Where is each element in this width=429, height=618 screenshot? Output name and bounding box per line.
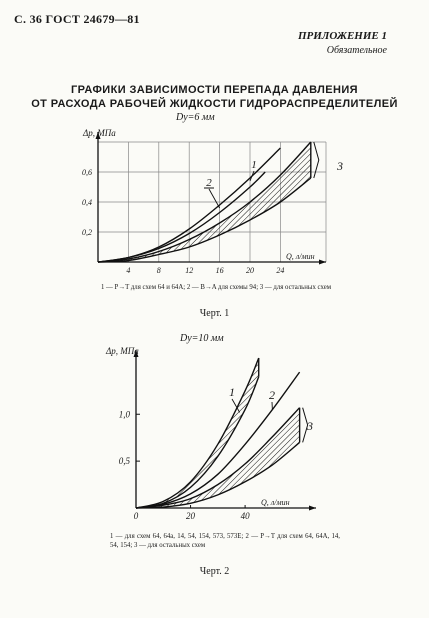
chart1-x-arrow <box>319 260 326 265</box>
chart1-y-tick-label: 0,2 <box>82 228 92 237</box>
figure2-caption: Черт. 2 <box>199 566 230 577</box>
chart1-x-tick-label: 8 <box>156 266 161 275</box>
chart2-y-tick-label: 1,0 <box>118 409 130 420</box>
chart1-series-leader-1 <box>250 171 254 181</box>
chart2-series-label-1: 1 <box>229 385 235 399</box>
figure2-subtitle: Dу=10 мм <box>180 333 224 344</box>
page-header-left: С. 36 ГОСТ 24679—81 <box>14 12 140 26</box>
chart1-x-tick-label: 24 <box>276 266 285 275</box>
chart1-series-leader-2 <box>209 189 220 208</box>
chart2-y-tick-label: 0,5 <box>118 456 130 467</box>
chart1-x-tick-label: 12 <box>185 266 194 275</box>
page-title-line1: ГРАФИКИ ЗАВИСИМОСТИ ПЕРЕПАДА ДАВЛЕНИЯ <box>71 84 358 96</box>
chart2-y-axis-label: Δp, МПа <box>106 346 139 356</box>
figure1-caption: Черт. 1 <box>199 308 230 319</box>
chart2-x-tick-label: 0 <box>133 511 139 521</box>
chart1-x-tick-label: 4 <box>126 266 131 275</box>
chart1-y-axis-label: Δp, МПа <box>83 128 116 138</box>
figure1-legend: 1 — P→T для схем 64 и 64А; 2 — B→A для схемы 94; 3 — для остальных схем <box>100 284 332 291</box>
chart2-x-tick-label: 40 <box>240 511 250 521</box>
chart1-series-label-2: 2 <box>206 177 212 189</box>
chart2-series-1-upper-line <box>136 358 259 508</box>
chart1-series-bracket-3 <box>314 142 319 178</box>
chart2-series-3-band <box>136 408 300 508</box>
chart1-y-tick-label: 0,4 <box>82 198 92 207</box>
mandatory-label: Обязательное <box>326 45 387 56</box>
chart2-x-axis-label: Q, л/мин <box>261 498 290 507</box>
chart1-x-tick-label: 16 <box>215 266 224 275</box>
chart2-series-label-3: 3 <box>307 419 313 433</box>
chart2-series-label-2: 2 <box>269 388 275 402</box>
chart2-series-1-band <box>136 358 259 508</box>
chart1-x-tick-label: 20 <box>246 266 254 275</box>
chart1-y-tick-label: 0,6 <box>82 168 92 177</box>
page-title-line2: ОТ РАСХОДА РАБОЧЕЙ ЖИДКОСТИ ГИДРОРАСПРЕДЕЛИТЕЛЕЙ <box>31 98 398 110</box>
chart2-series-1-lower-line <box>136 377 259 508</box>
figure1-subtitle: Dу=6 мм <box>176 112 215 123</box>
chart1-series-label-3: 3 <box>337 159 343 173</box>
chart2-x-tick-label: 20 <box>186 511 196 521</box>
chart1-x-axis-label: Q, л/мин <box>286 252 315 261</box>
chart1-series-label-1: 1 <box>251 159 257 171</box>
chart2-x-arrow <box>309 506 316 511</box>
appendix-label: ПРИЛОЖЕНИЕ 1 <box>297 30 387 42</box>
figure2-legend: 1 — для схем 64, 64а, 14, 54, 154, 573, 573Е; 2 — P→T для схем 64, 64А, 14, 54, 154; 3 — для остальных схем <box>110 533 340 549</box>
